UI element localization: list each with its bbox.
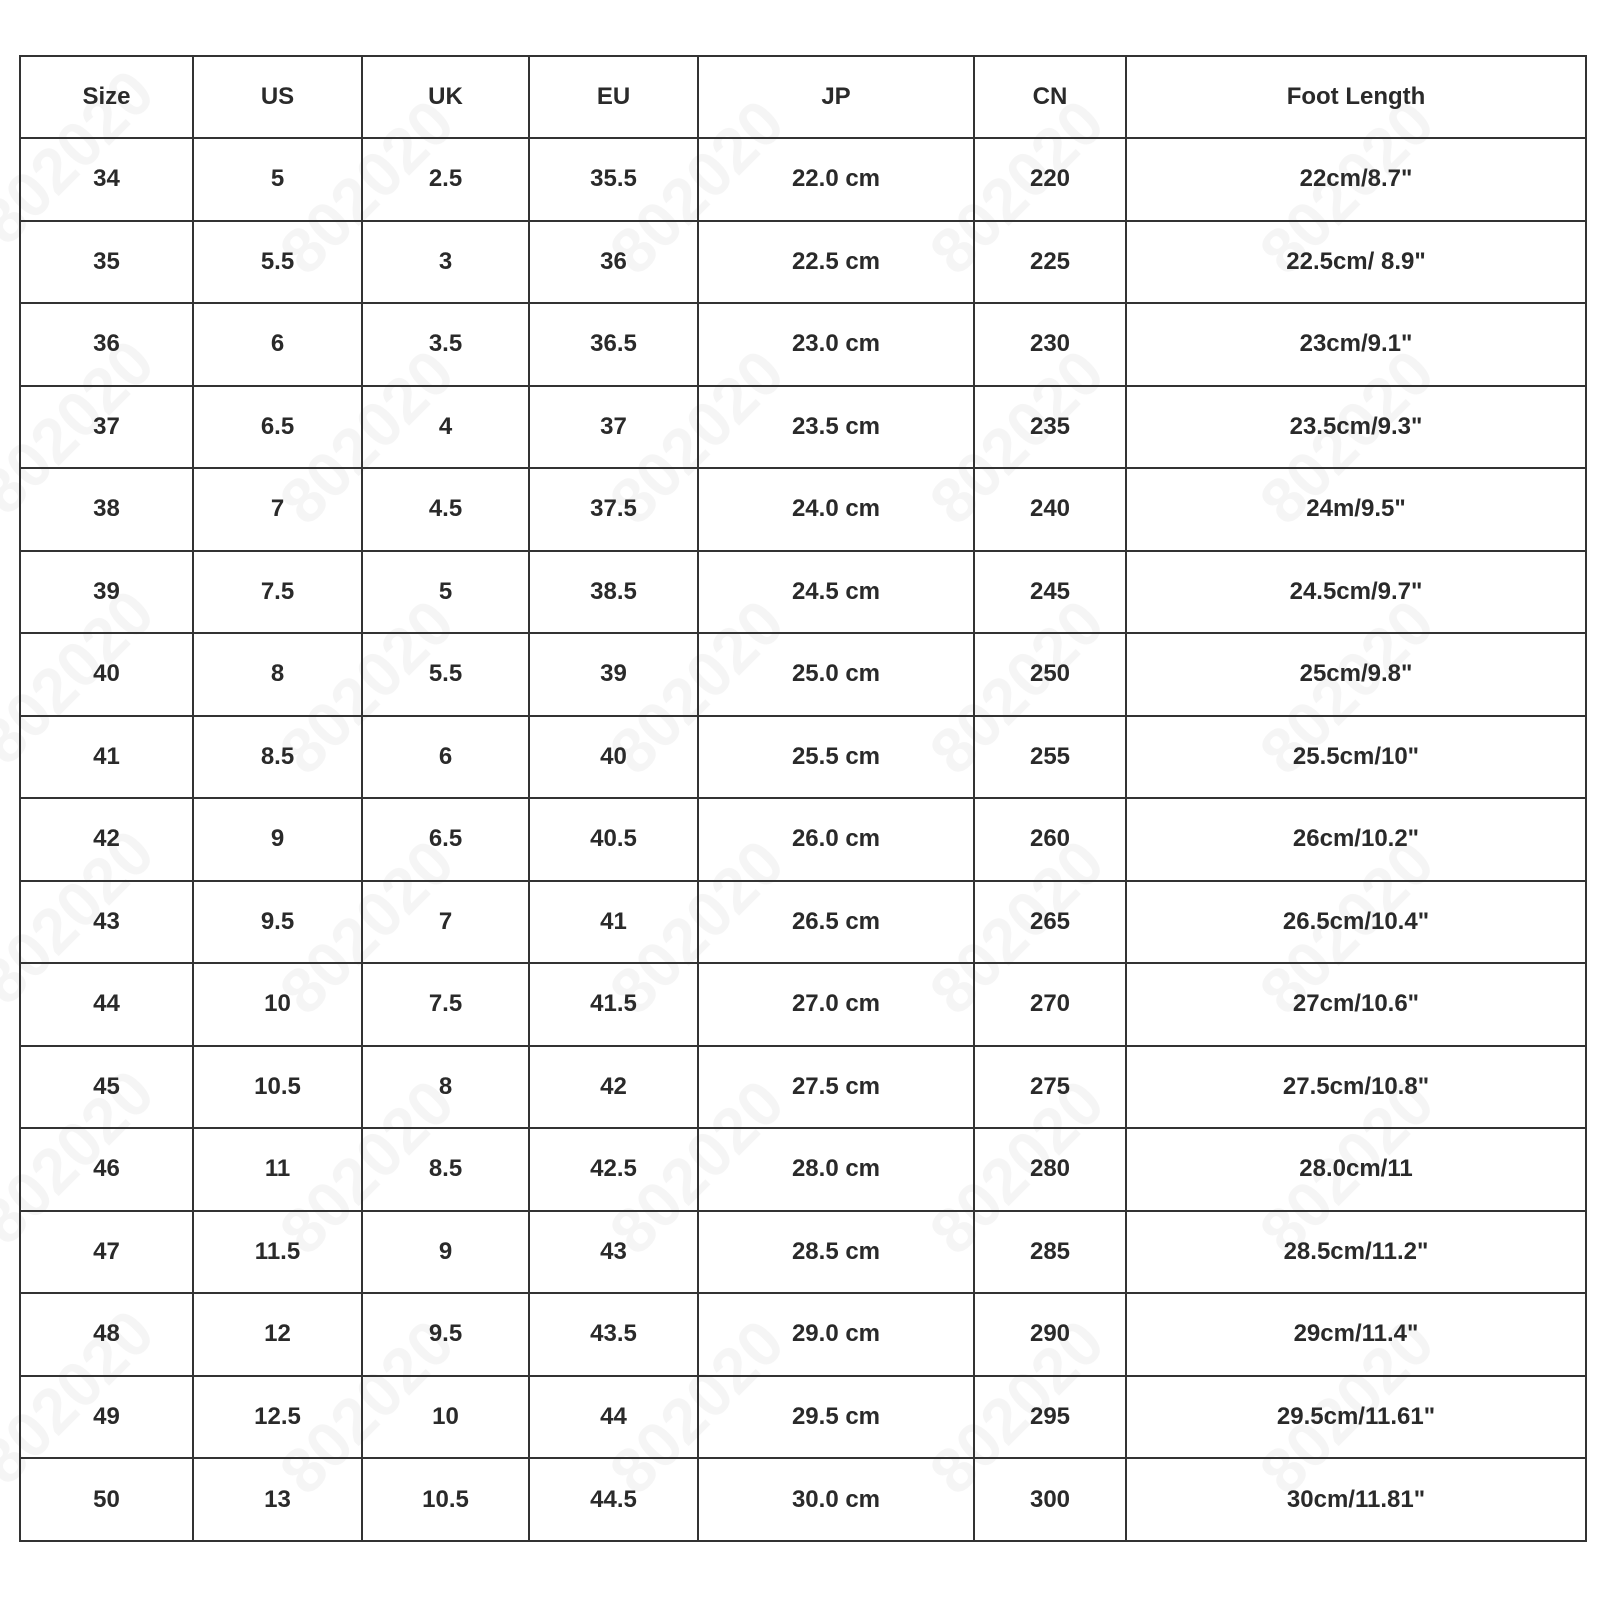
cell-size: 45 xyxy=(20,1046,193,1129)
cell-eu: 42.5 xyxy=(529,1128,698,1211)
cell-eu: 37.5 xyxy=(529,468,698,551)
cell-cn: 255 xyxy=(974,716,1126,799)
cell-foot-length: 25.5cm/10" xyxy=(1126,716,1586,799)
cell-uk: 8 xyxy=(362,1046,529,1129)
table-row xyxy=(20,468,1586,551)
cell-uk: 5.5 xyxy=(362,633,529,716)
cell-jp: 26.5 cm xyxy=(698,881,974,964)
cell-eu: 38.5 xyxy=(529,551,698,634)
cell-jp: 27.0 cm xyxy=(698,963,974,1046)
cell-uk: 9 xyxy=(362,1211,529,1294)
cell-us: 7.5 xyxy=(193,551,362,634)
cell-cn: 280 xyxy=(974,1128,1126,1211)
cell-us: 13 xyxy=(193,1458,362,1541)
cell-size: 40 xyxy=(20,633,193,716)
cell-foot-length: 27cm/10.6" xyxy=(1126,963,1586,1046)
cell-foot-length: 27.5cm/10.8" xyxy=(1126,1046,1586,1129)
header-jp: JP xyxy=(698,56,974,138)
cell-jp: 24.5 cm xyxy=(698,551,974,634)
cell-us: 9.5 xyxy=(193,881,362,964)
cell-uk: 6.5 xyxy=(362,798,529,881)
table-row xyxy=(20,1211,1586,1294)
cell-foot-length: 28.5cm/11.2" xyxy=(1126,1211,1586,1294)
cell-foot-length: 22cm/8.7" xyxy=(1126,138,1586,221)
header-cn: CN xyxy=(974,56,1126,138)
cell-uk: 3 xyxy=(362,221,529,304)
cell-eu: 44.5 xyxy=(529,1458,698,1541)
cell-eu: 42 xyxy=(529,1046,698,1129)
cell-uk: 5 xyxy=(362,551,529,634)
cell-uk: 10 xyxy=(362,1376,529,1459)
cell-jp: 27.5 cm xyxy=(698,1046,974,1129)
cell-cn: 230 xyxy=(974,303,1126,386)
table-header xyxy=(20,56,1586,138)
cell-jp: 23.0 cm xyxy=(698,303,974,386)
cell-eu: 40 xyxy=(529,716,698,799)
cell-cn: 300 xyxy=(974,1458,1126,1541)
cell-size: 46 xyxy=(20,1128,193,1211)
cell-foot-length: 28.0cm/11 xyxy=(1126,1128,1586,1211)
cell-us: 9 xyxy=(193,798,362,881)
cell-eu: 44 xyxy=(529,1376,698,1459)
header-size: Size xyxy=(20,56,193,138)
cell-foot-length: 26cm/10.2" xyxy=(1126,798,1586,881)
cell-eu: 37 xyxy=(529,386,698,469)
cell-cn: 240 xyxy=(974,468,1126,551)
cell-cn: 290 xyxy=(974,1293,1126,1376)
cell-us: 10 xyxy=(193,963,362,1046)
cell-jp: 22.0 cm xyxy=(698,138,974,221)
cell-us: 12 xyxy=(193,1293,362,1376)
cell-us: 11 xyxy=(193,1128,362,1211)
header-uk: UK xyxy=(362,56,529,138)
cell-size: 42 xyxy=(20,798,193,881)
cell-uk: 2.5 xyxy=(362,138,529,221)
cell-size: 37 xyxy=(20,386,193,469)
table-row xyxy=(20,963,1586,1046)
cell-size: 35 xyxy=(20,221,193,304)
cell-jp: 25.0 cm xyxy=(698,633,974,716)
cell-foot-length: 23cm/9.1" xyxy=(1126,303,1586,386)
cell-size: 34 xyxy=(20,138,193,221)
table-row xyxy=(20,798,1586,881)
cell-us: 5 xyxy=(193,138,362,221)
cell-us: 12.5 xyxy=(193,1376,362,1459)
cell-eu: 40.5 xyxy=(529,798,698,881)
cell-foot-length: 26.5cm/10.4" xyxy=(1126,881,1586,964)
cell-jp: 23.5 cm xyxy=(698,386,974,469)
table-row xyxy=(20,386,1586,469)
cell-size: 39 xyxy=(20,551,193,634)
cell-us: 6 xyxy=(193,303,362,386)
table-body xyxy=(20,138,1586,1541)
table-row xyxy=(20,1376,1586,1459)
table-row xyxy=(20,138,1586,221)
cell-uk: 9.5 xyxy=(362,1293,529,1376)
cell-cn: 260 xyxy=(974,798,1126,881)
table-row xyxy=(20,633,1586,716)
cell-size: 43 xyxy=(20,881,193,964)
cell-jp: 26.0 cm xyxy=(698,798,974,881)
cell-us: 6.5 xyxy=(193,386,362,469)
cell-us: 10.5 xyxy=(193,1046,362,1129)
cell-eu: 41 xyxy=(529,881,698,964)
cell-eu: 39 xyxy=(529,633,698,716)
cell-size: 48 xyxy=(20,1293,193,1376)
table-row xyxy=(20,1458,1586,1541)
cell-cn: 265 xyxy=(974,881,1126,964)
table-row xyxy=(20,551,1586,634)
cell-cn: 270 xyxy=(974,963,1126,1046)
cell-cn: 235 xyxy=(974,386,1126,469)
cell-uk: 10.5 xyxy=(362,1458,529,1541)
table-row xyxy=(20,1293,1586,1376)
cell-us: 7 xyxy=(193,468,362,551)
cell-cn: 245 xyxy=(974,551,1126,634)
cell-size: 50 xyxy=(20,1458,193,1541)
cell-size: 49 xyxy=(20,1376,193,1459)
cell-size: 36 xyxy=(20,303,193,386)
cell-us: 8.5 xyxy=(193,716,362,799)
cell-uk: 4 xyxy=(362,386,529,469)
cell-uk: 6 xyxy=(362,716,529,799)
cell-us: 8 xyxy=(193,633,362,716)
cell-cn: 295 xyxy=(974,1376,1126,1459)
cell-jp: 29.0 cm xyxy=(698,1293,974,1376)
cell-foot-length: 25cm/9.8" xyxy=(1126,633,1586,716)
cell-eu: 41.5 xyxy=(529,963,698,1046)
header-foot-length: Foot Length xyxy=(1126,56,1586,138)
table-row xyxy=(20,1046,1586,1129)
table-row xyxy=(20,881,1586,964)
cell-uk: 7 xyxy=(362,881,529,964)
cell-eu: 36 xyxy=(529,221,698,304)
cell-jp: 28.5 cm xyxy=(698,1211,974,1294)
cell-foot-length: 23.5cm/9.3" xyxy=(1126,386,1586,469)
table-row xyxy=(20,221,1586,304)
cell-foot-length: 29.5cm/11.61" xyxy=(1126,1376,1586,1459)
cell-jp: 30.0 cm xyxy=(698,1458,974,1541)
size-chart-table xyxy=(19,55,1587,1542)
table-row xyxy=(20,716,1586,799)
cell-jp: 22.5 cm xyxy=(698,221,974,304)
cell-eu: 35.5 xyxy=(529,138,698,221)
cell-cn: 225 xyxy=(974,221,1126,304)
cell-jp: 25.5 cm xyxy=(698,716,974,799)
cell-cn: 275 xyxy=(974,1046,1126,1129)
cell-size: 38 xyxy=(20,468,193,551)
cell-jp: 28.0 cm xyxy=(698,1128,974,1211)
cell-uk: 3.5 xyxy=(362,303,529,386)
cell-eu: 36.5 xyxy=(529,303,698,386)
cell-jp: 24.0 cm xyxy=(698,468,974,551)
cell-foot-length: 24.5cm/9.7" xyxy=(1126,551,1586,634)
cell-us: 11.5 xyxy=(193,1211,362,1294)
cell-uk: 8.5 xyxy=(362,1128,529,1211)
cell-size: 44 xyxy=(20,963,193,1046)
cell-size: 47 xyxy=(20,1211,193,1294)
cell-uk: 4.5 xyxy=(362,468,529,551)
cell-cn: 250 xyxy=(974,633,1126,716)
cell-eu: 43 xyxy=(529,1211,698,1294)
cell-size: 41 xyxy=(20,716,193,799)
cell-jp: 29.5 cm xyxy=(698,1376,974,1459)
cell-foot-length: 30cm/11.81" xyxy=(1126,1458,1586,1541)
cell-uk: 7.5 xyxy=(362,963,529,1046)
header-us: US xyxy=(193,56,362,138)
header-row xyxy=(20,56,1586,138)
table-row xyxy=(20,303,1586,386)
table-row xyxy=(20,1128,1586,1211)
cell-foot-length: 24m/9.5" xyxy=(1126,468,1586,551)
cell-cn: 285 xyxy=(974,1211,1126,1294)
cell-foot-length: 29cm/11.4" xyxy=(1126,1293,1586,1376)
cell-us: 5.5 xyxy=(193,221,362,304)
header-eu: EU xyxy=(529,56,698,138)
cell-foot-length: 22.5cm/ 8.9" xyxy=(1126,221,1586,304)
cell-cn: 220 xyxy=(974,138,1126,221)
cell-eu: 43.5 xyxy=(529,1293,698,1376)
